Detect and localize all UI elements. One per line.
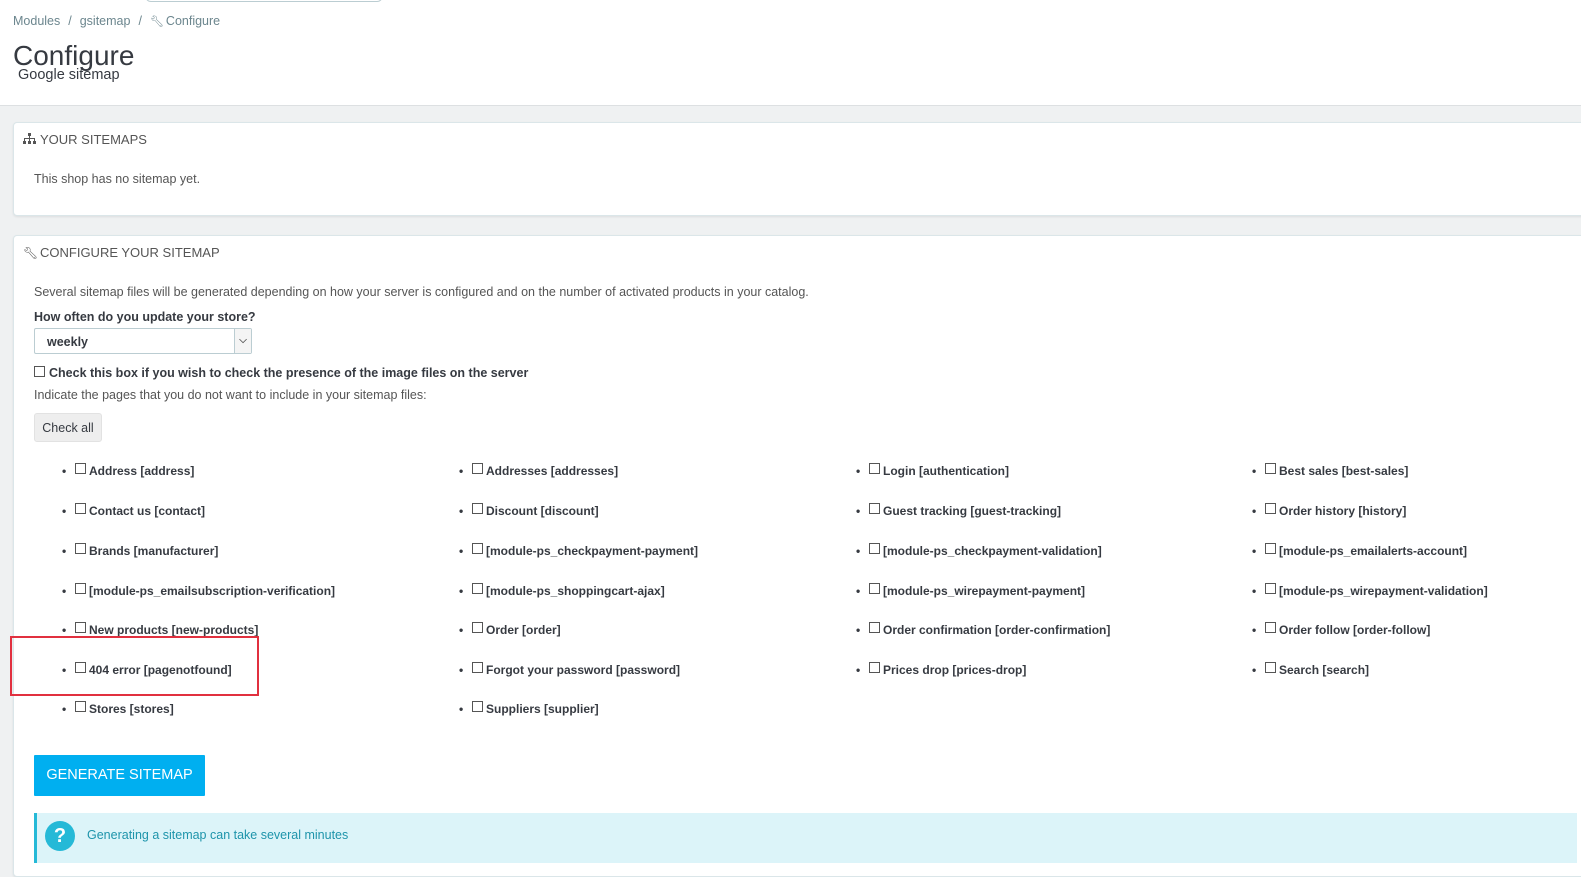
exclude-pages-text: Indicate the pages that you do not want to include in your sitemap files:	[34, 388, 427, 402]
page-item[interactable]	[1252, 623, 1430, 637]
page-item[interactable]	[62, 544, 218, 558]
page-checkbox[interactable]	[75, 583, 86, 594]
page-label: Order follow [order-follow]	[1279, 623, 1431, 637]
bullet: •	[459, 584, 464, 598]
wrench-icon: 🔧︎	[23, 246, 39, 260]
page-label: Search [search]	[1279, 663, 1370, 677]
info-alert-text: Generating a sitemap can take several minutes	[87, 828, 349, 842]
breadcrumb-separator: /	[68, 14, 72, 28]
wrench-icon: 🔧︎	[149, 16, 164, 28]
bullet: •	[62, 464, 67, 478]
page-label: [module-ps_checkpayment-validation]	[883, 544, 1102, 558]
page-item[interactable]	[1252, 504, 1406, 518]
page-checkbox[interactable]	[869, 583, 880, 594]
page-label: [module-ps_checkpayment-payment]	[486, 544, 699, 558]
bullet: •	[856, 544, 861, 558]
image-check-label: Check this box if you wish to check the presence of the image files on the server	[49, 366, 529, 380]
bullet: •	[1252, 623, 1257, 637]
bullet: •	[459, 702, 464, 716]
page-label: Addresses [addresses]	[486, 464, 619, 478]
page-label: Order [order]	[486, 623, 561, 637]
page-item[interactable]	[62, 623, 258, 637]
panel-heading-text: YOUR SITEMAPS	[40, 132, 147, 147]
page-label: Best sales [best-sales]	[1279, 464, 1409, 478]
page-label: Order confirmation [order-confirmation]	[883, 623, 1111, 637]
page-checkbox[interactable]	[75, 701, 86, 712]
page-label: Discount [discount]	[486, 504, 599, 518]
page-checkbox[interactable]	[472, 543, 483, 554]
page-item[interactable]	[62, 464, 194, 478]
panel-heading	[23, 245, 220, 260]
bullet: •	[459, 544, 464, 558]
page-checkbox[interactable]	[1265, 662, 1276, 673]
page-checkbox[interactable]	[472, 503, 483, 514]
page-checkbox[interactable]	[869, 662, 880, 673]
page-item[interactable]	[856, 544, 1102, 558]
bullet: •	[459, 504, 464, 518]
frequency-value: weekly	[47, 335, 89, 349]
image-check-checkbox[interactable]	[34, 366, 45, 377]
chevron-down-icon: ⌵	[234, 329, 251, 353]
bullet: •	[62, 584, 67, 598]
page-checkbox[interactable]	[869, 503, 880, 514]
page-checkbox[interactable]	[1265, 583, 1276, 594]
bullet: •	[856, 504, 861, 518]
panel-heading	[23, 132, 147, 147]
page-label: Brands [manufacturer]	[89, 544, 219, 558]
page-checkbox[interactable]	[75, 503, 86, 514]
page-item[interactable]	[459, 584, 665, 598]
bullet: •	[856, 464, 861, 478]
page-item[interactable]	[856, 623, 1110, 637]
bullet: •	[1252, 663, 1257, 677]
bullet: •	[856, 623, 861, 637]
page-checkbox[interactable]	[75, 622, 86, 633]
page-checkbox[interactable]	[75, 463, 86, 474]
breadcrumb-modules[interactable]: Modules	[13, 14, 61, 28]
page-label: 404 error [pagenotfound]	[89, 663, 232, 677]
page-label: Contact us [contact]	[89, 504, 206, 518]
page-checkbox[interactable]	[1265, 503, 1276, 514]
description-text: Several sitemap files will be generated depending on how your server is configured and on the number of activated products in your catalog.	[34, 285, 809, 299]
page-item[interactable]	[856, 504, 1061, 518]
bullet: •	[1252, 584, 1257, 598]
page-checkbox[interactable]	[472, 622, 483, 633]
page-item[interactable]	[459, 623, 561, 637]
page-label: Guest tracking [guest-tracking]	[883, 504, 1062, 518]
page-header	[0, 0, 1581, 106]
page-subtitle: Google sitemap	[18, 67, 120, 83]
page-title: Configure	[13, 40, 135, 71]
page-label: [module-ps_wirepayment-validation]	[1279, 584, 1488, 598]
page-label: [module-ps_emailalerts-account]	[1279, 544, 1468, 558]
page-checkbox[interactable]	[869, 543, 880, 554]
bullet: •	[459, 663, 464, 677]
bullet: •	[62, 504, 67, 518]
page-label: Stores [stores]	[89, 702, 174, 716]
bullet: •	[1252, 504, 1257, 518]
page-checkbox[interactable]	[75, 543, 86, 554]
breadcrumb-separator: /	[138, 14, 142, 28]
page-label: [module-ps_wirepayment-payment]	[883, 584, 1086, 598]
page-item[interactable]	[459, 544, 698, 558]
page-item[interactable]	[62, 702, 174, 716]
breadcrumb-configure: Configure	[165, 14, 221, 28]
bullet: •	[856, 663, 861, 677]
generate-sitemap-button[interactable]: GENERATE SITEMAP	[34, 755, 205, 796]
page-checkbox[interactable]	[1265, 463, 1276, 474]
page-item[interactable]	[1252, 584, 1488, 598]
page-item[interactable]	[62, 584, 335, 598]
configure-sitemap-panel	[13, 235, 1581, 877]
highlight-box	[10, 636, 259, 696]
page-checkbox[interactable]	[869, 463, 880, 474]
image-check-row	[34, 366, 528, 380]
page-checkbox[interactable]	[1265, 622, 1276, 633]
info-alert	[34, 813, 1577, 863]
breadcrumb	[13, 14, 220, 28]
bullet: •	[459, 464, 464, 478]
page-item[interactable]	[459, 702, 599, 716]
no-sitemap-text: This shop has no sitemap yet.	[34, 172, 201, 186]
page-item[interactable]	[459, 504, 599, 518]
page-label: [module-ps_emailsubscription-verification]	[89, 584, 336, 598]
page-checkbox[interactable]	[472, 463, 483, 474]
frequency-select[interactable]	[34, 328, 252, 354]
question-icon: ?	[45, 821, 75, 851]
bullet: •	[1252, 464, 1257, 478]
page-label: Forgot your password [password]	[486, 663, 681, 677]
page-label: [module-ps_shoppingcart-ajax]	[486, 584, 665, 598]
page-item[interactable]	[459, 663, 680, 677]
bullet: •	[856, 584, 861, 598]
page-item[interactable]	[856, 584, 1085, 598]
page-label: New products [new-products]	[89, 623, 259, 637]
check-all-button[interactable]: Check all	[34, 413, 102, 442]
page-checkbox[interactable]	[472, 662, 483, 673]
bullet: •	[1252, 544, 1257, 558]
bullet: •	[459, 623, 464, 637]
top-search-input[interactable]	[145, 0, 383, 2]
page-label: Order history [history]	[1279, 504, 1407, 518]
page-item[interactable]	[1252, 544, 1467, 558]
page-item[interactable]	[856, 663, 1026, 677]
frequency-label: How often do you update your store?	[34, 310, 256, 324]
page-checkbox[interactable]	[472, 583, 483, 594]
bullet: •	[62, 663, 67, 677]
bullet: •	[62, 702, 67, 716]
your-sitemaps-panel	[13, 122, 1581, 216]
page-label: Suppliers [supplier]	[486, 702, 599, 716]
page-checkbox[interactable]	[472, 701, 483, 712]
page-item[interactable]	[856, 464, 1009, 478]
page-item[interactable]	[1252, 663, 1369, 677]
page-item[interactable]	[1252, 464, 1408, 478]
bullet: •	[62, 544, 67, 558]
page-label: Address [address]	[89, 464, 195, 478]
page-item[interactable]	[62, 504, 205, 518]
page-item[interactable]	[459, 464, 618, 478]
page-checkbox[interactable]	[1265, 543, 1276, 554]
breadcrumb-gsitemap[interactable]: gsitemap	[79, 14, 131, 28]
page-checkbox[interactable]	[869, 622, 880, 633]
page-label: Prices drop [prices-drop]	[883, 663, 1027, 677]
panel-heading-text: CONFIGURE YOUR SITEMAP	[40, 245, 220, 260]
page-label: Login [authentication]	[883, 464, 1009, 478]
bullet: •	[62, 623, 67, 637]
sitemap-icon	[23, 133, 37, 147]
